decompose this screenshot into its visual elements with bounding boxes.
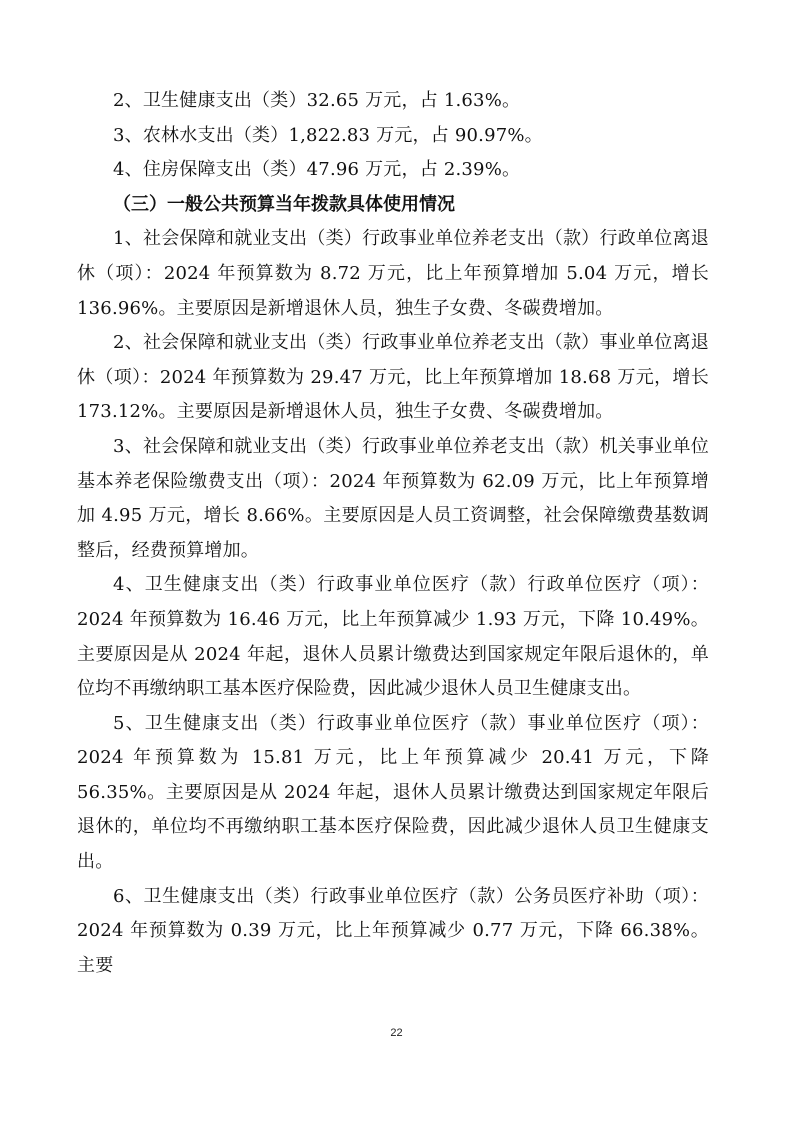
paragraph-housing-total: 4、住房保障支出（类）47.96 万元，占 2.39%。 bbox=[113, 159, 521, 181]
paragraph-item-5: 5、卫生健康支出（类）行政事业单位医疗（款）事业单位医疗（项）：2024 年预算数为 15.81 万元，比上年预算减少 20.41 万元，下降 56.35%。主要原因是从 2024 年起，退休人员累计缴费达到国家规定年限后退休的，单位均不再缴纳职工基本医疗保险费，因此减少退休人员卫生健康支出。 bbox=[77, 712, 709, 873]
paragraph-item-6: 6、卫生健康支出（类）行政事业单位医疗（款）公务员医疗补助（项）：2024 年预算数为 0.39 万元，比上年预算减少 0.77 万元，下降 66.38%。主要 bbox=[77, 885, 709, 976]
paragraph-item-1: 1、社会保障和就业支出（类）行政事业单位养老支出（款）行政单位离退休（项）：2024 年预算数为 8.72 万元，比上年预算增加 5.04 万元，增长 136.96%。主要原因是新增退休人员，独生子女费、冬碳费增加。 bbox=[77, 228, 709, 319]
page-number: 22 bbox=[390, 1027, 403, 1039]
section-heading: （三）一般公共预算当年拨款具体使用情况 bbox=[113, 193, 455, 215]
body-text bbox=[77, 84, 709, 983]
paragraph-health-total: 2、卫生健康支出（类）32.65 万元，占 1.63%。 bbox=[113, 90, 521, 111]
paragraph-agriculture-total: 3、农林水支出（类）1,822.83 万元，占 90.97%。 bbox=[113, 124, 543, 146]
paragraph-item-3: 3、社会保障和就业支出（类）行政事业单位养老支出（款）机关事业单位基本养老保险缴费支出（项）：2024 年预算数为 62.09 万元，比上年预算增加 4.95 万元，增长 8.66%。主要原因是人员工资调整，社会保障缴费基数调整后，经费预算增加。 bbox=[77, 435, 709, 561]
paragraph-item-2: 2、社会保障和就业支出（类）行政事业单位养老支出（款）事业单位离退休（项）：2024 年预算数为 29.47 万元，比上年预算增加 18.68 万元，增长 173.12%。主要原因是新增退休人员，独生子女费、冬碳费增加。 bbox=[77, 332, 709, 423]
paragraph-item-4: 4、卫生健康支出（类）行政事业单位医疗（款）行政单位医疗（项）：2024 年预算数为 16.46 万元，比上年预算减少 1.93 万元，下降 10.49%。主要原因是从 2024 年起，退休人员累计缴费达到国家规定年限后退休的，单位均不再缴纳职工基本医疗保险费，因此减少退休人员卫生健康支出。 bbox=[77, 574, 709, 700]
